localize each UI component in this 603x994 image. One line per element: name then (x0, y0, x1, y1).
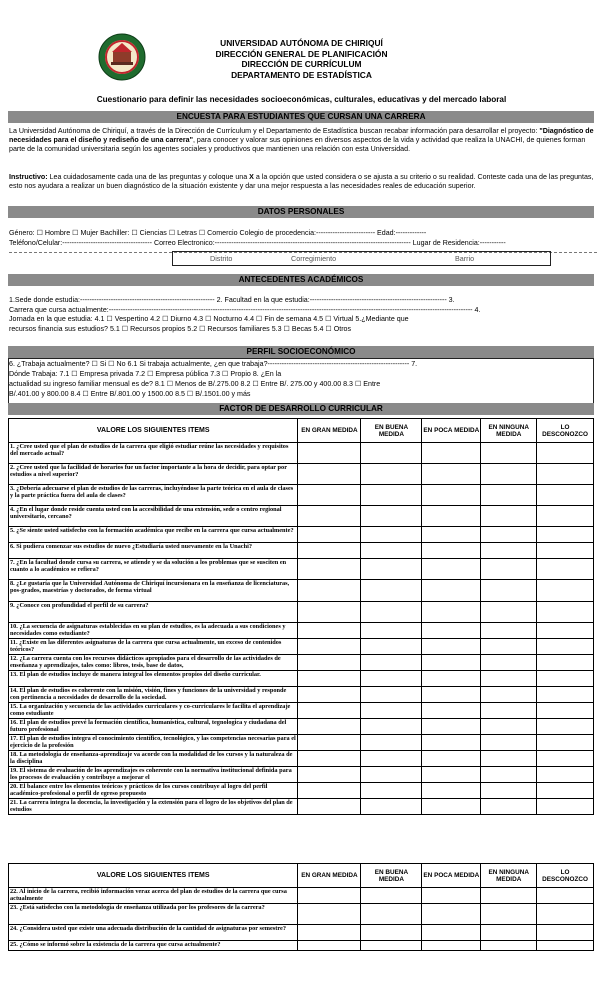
answer-cell[interactable] (298, 485, 361, 506)
answer-cell[interactable] (537, 767, 594, 783)
answer-cell[interactable] (422, 925, 481, 941)
item-cell (9, 687, 298, 703)
item-cell (9, 719, 298, 735)
answer-cell[interactable] (361, 719, 422, 735)
answer-cell[interactable] (537, 941, 594, 951)
curricular-table (8, 418, 594, 815)
answer-cell[interactable] (481, 703, 537, 719)
answer-cell[interactable] (361, 485, 422, 506)
table-row (9, 485, 594, 506)
intro-text-post: , para conocer y valorar sus opiniones en diversos aspectos de la vida y actividad que realiza la UNACHI, de quienes forman parte de la comunidad universitaria según los agentes sociales y productivos que mantienen una relación con esta Universidad. (9, 136, 586, 154)
answer-cell[interactable] (422, 639, 481, 655)
item-cell (9, 735, 298, 751)
table-row (9, 623, 594, 639)
answer-cell[interactable] (298, 527, 361, 543)
table-row (9, 751, 594, 767)
answer-cell[interactable] (422, 888, 481, 904)
answer-cell[interactable] (361, 527, 422, 543)
answer-cell[interactable] (422, 719, 481, 735)
personal-line-contact[interactable]: Teléfono/Celular:-------------------------------------- Correo Electronico:----------------------------------------------------------------------------------- Lugar de Residencia:----------- (9, 239, 506, 247)
answer-cell[interactable] (361, 703, 422, 719)
answer-cell[interactable] (481, 783, 537, 799)
answer-cell[interactable] (481, 623, 537, 639)
item-question: 20. El balance entre los elementos teóricos y prácticos de los cursos contribuye al logro del perfil académico-profesional o perfil de egreso propuesto (10, 783, 268, 798)
table-row (9, 543, 594, 559)
project-name: "Diagnóstico de necesidades para el diseño y rediseño de una carrera" (9, 127, 594, 145)
answer-cell[interactable] (298, 941, 361, 951)
table-row (9, 719, 594, 735)
answer-cell[interactable] (481, 559, 537, 580)
instructions-x: X (249, 173, 254, 181)
answer-cell[interactable] (422, 464, 481, 485)
table-row (9, 904, 594, 925)
intro-text-pre: La Universidad Autónoma de Chiriquí, a través de la Dirección de Currículum y el Departamento de Estadística buscan recabar información para desarrollar el proyecto: (9, 127, 540, 135)
answer-cell[interactable] (298, 443, 361, 464)
item-question: 8. ¿Le gustaría que la Universidad Autónoma de Chiriquí incursionara en la enseñanza de licenciaturas, pos-grados, maestrías y doctorados, de forma virtual (10, 580, 290, 595)
answer-cell[interactable] (361, 655, 422, 671)
answer-cell[interactable] (481, 767, 537, 783)
item-question: 18. La metodología de enseñanza-aprendizaje va acorde con la modalidad de los cursos y la naturaleza de la disciplina (10, 751, 293, 766)
answer-cell[interactable] (537, 751, 594, 767)
answer-cell[interactable] (361, 687, 422, 703)
answer-cell[interactable] (481, 639, 537, 655)
answer-cell[interactable] (537, 527, 594, 543)
answer-cell[interactable] (361, 580, 422, 602)
item-cell (9, 904, 298, 925)
section-bar-academic: ANTECEDENTES ACADÉMICOS (8, 274, 594, 286)
answer-cell[interactable] (298, 783, 361, 799)
answer-cell[interactable] (298, 623, 361, 639)
socio-line-2[interactable]: Dónde Trabaja: 7.1 ☐ Empresa privada 7.2 ☐ Empresa pública 7.3 ☐ Propio 8. ¿En la (9, 370, 282, 378)
answer-cell[interactable] (298, 751, 361, 767)
section-bar-survey: ENCUESTA PARA ESTUDIANTES QUE CURSAN UNA CARRERA (8, 111, 594, 123)
header-ninguna-medida-2: EN NINGUNA MEDIDA (481, 864, 537, 888)
answer-cell[interactable] (422, 767, 481, 783)
section-bar-personal: DATOS PERSONALES (8, 206, 594, 218)
academic-line-2[interactable]: Carrera que cursa actualmente:---------------------------------------------------------------------------------------------------------------------------------------------------------- 4. (9, 305, 481, 314)
answer-cell[interactable] (422, 506, 481, 527)
item-cell (9, 925, 298, 941)
answer-cell[interactable] (537, 904, 594, 925)
answer-cell[interactable] (537, 783, 594, 799)
answer-cell[interactable] (298, 543, 361, 559)
header-items-2: VALORE LOS SIGUIENTES ITEMS (9, 864, 298, 888)
answer-cell[interactable] (361, 671, 422, 687)
answer-cell[interactable] (298, 559, 361, 580)
answer-cell[interactable] (537, 443, 594, 464)
answer-cell[interactable] (298, 687, 361, 703)
answer-cell[interactable] (481, 751, 537, 767)
table-row (9, 527, 594, 543)
header-gran-medida: EN GRAN MEDIDA (298, 419, 361, 443)
table-row (9, 443, 594, 464)
item-cell (9, 580, 298, 602)
curricular-table-2 (8, 863, 594, 951)
answer-cell[interactable] (481, 904, 537, 925)
item-question: 10. ¿La secuencia de asignaturas establecidas en su plan de estudios, es la adecuada a sus condiciones y necesidades como estudiante? (10, 623, 286, 638)
item-question: 3. ¿Debería adecuarse el plan de estudios de las carreras, incluyéndose la parte teórica en el aula de clases y la parte práctica fuera del aula de clases? (10, 485, 294, 500)
table-row (9, 655, 594, 671)
header-lo-desconozco-2: LO DESCONOZCO (537, 864, 594, 888)
table-row (9, 703, 594, 719)
answer-cell[interactable] (481, 602, 537, 623)
item-question: 25. ¿Cómo se informó sobre la existencia de la carrera que cursa actualmente? (10, 941, 221, 948)
answer-cell[interactable] (422, 904, 481, 925)
answer-cell[interactable] (537, 719, 594, 735)
answer-cell[interactable] (481, 799, 537, 815)
answer-cell[interactable] (361, 783, 422, 799)
answer-cell[interactable] (361, 602, 422, 623)
answer-cell[interactable] (298, 464, 361, 485)
answer-cell[interactable] (537, 602, 594, 623)
answer-cell[interactable] (361, 639, 422, 655)
answer-cell[interactable] (361, 623, 422, 639)
item-cell (9, 655, 298, 671)
institution-department: DEPARTAMENTO DE ESTADÍSTICA (231, 70, 372, 80)
item-cell (9, 527, 298, 543)
table-row (9, 559, 594, 580)
answer-cell[interactable] (422, 687, 481, 703)
item-question: 17. El plan de estudios integra el conocimiento científico, tecnológico, y las competencias necesarias para el ejercicio de la profesión (10, 735, 296, 750)
item-cell (9, 888, 298, 904)
answer-cell[interactable] (298, 767, 361, 783)
answer-cell[interactable] (422, 485, 481, 506)
answer-cell[interactable] (481, 506, 537, 527)
item-cell (9, 543, 298, 559)
answer-cell[interactable] (481, 527, 537, 543)
table-row (9, 687, 594, 703)
item-cell (9, 671, 298, 687)
item-cell (9, 941, 298, 951)
answer-cell[interactable] (298, 799, 361, 815)
item-question: 7. ¿En la facultad donde cursa su carrera, se atiende y se da solución a los problemas que se susciten en cuanto a lo académico se refiera? (10, 559, 287, 574)
answer-cell[interactable] (298, 639, 361, 655)
personal-line-gender[interactable]: Género: ☐ Hombre ☐ Mujer Bachiller: ☐ Ciencias ☐ Letras ☐ Comercio Colegio de procedencia:------------------------- Edad:------------- (9, 229, 427, 237)
answer-cell[interactable] (481, 687, 537, 703)
answer-cell[interactable] (298, 925, 361, 941)
answer-cell[interactable] (537, 925, 594, 941)
corregimiento-label: Corregimiento (291, 254, 337, 263)
answer-cell[interactable] (298, 671, 361, 687)
instructions-text-b: a la opción que usted considera o se ajusta a su criterio o su realidad. Conteste cada una de las preguntas, esto nos ayudara a realizar un buen diagnóstico de la situación existente y dar una mejor respuesta a las necesidades reales de educación superior. (9, 173, 594, 191)
answer-cell[interactable] (298, 580, 361, 602)
header-gran-medida-2: EN GRAN MEDIDA (298, 864, 361, 888)
answer-cell[interactable] (298, 719, 361, 735)
table-row (9, 767, 594, 783)
answer-cell[interactable] (361, 751, 422, 767)
item-question: 23. ¿Está satisfecho con la metodología de enseñanza utilizada por los profesores de la carrera? (10, 904, 265, 911)
answer-cell[interactable] (422, 623, 481, 639)
answer-cell[interactable] (361, 888, 422, 904)
academic-line-3[interactable]: Jornada en la que estudia: 4.1 ☐ Vespertino 4.2 ☐ Diurno 4.3 ☐ Nocturno 4.4 ☐ Fin de semana 4.5 ☐ Virtual 5.¿Mediante que (9, 315, 409, 323)
header-ninguna-medida: EN NINGUNA MEDIDA (481, 419, 537, 443)
answer-cell[interactable] (537, 799, 594, 815)
answer-cell[interactable] (481, 888, 537, 904)
item-question: 22. Al inicio de la carrera, recibió información veraz acerca del plan de estudios de la carrera que cursa actualmente (10, 888, 287, 903)
table-row (9, 941, 594, 951)
answer-cell[interactable] (422, 443, 481, 464)
answer-cell[interactable] (298, 735, 361, 751)
answer-cell[interactable] (481, 443, 537, 464)
answer-cell[interactable] (422, 799, 481, 815)
table-row (9, 506, 594, 527)
answer-cell[interactable] (537, 623, 594, 639)
answer-cell[interactable] (422, 783, 481, 799)
answer-cell[interactable] (422, 941, 481, 951)
item-cell (9, 443, 298, 464)
answer-cell[interactable] (422, 671, 481, 687)
answer-cell[interactable] (537, 506, 594, 527)
header-poca-medida-2: EN POCA MEDIDA (422, 864, 481, 888)
answer-cell[interactable] (361, 464, 422, 485)
residence-fields-box (172, 251, 551, 266)
answer-cell[interactable] (361, 735, 422, 751)
socio-line-3[interactable]: actualidad su ingreso familiar mensual es de? 8.1 ☐ Menos de B/.275.00 8.2 ☐ Entre B/. 275.00 y 400.00 8.3 ☐ Entre (9, 380, 381, 388)
header-buena-medida-2: EN BUENA MEDIDA (361, 864, 422, 888)
section-bar-socioeconomic: PERFIL SOCIOECONÓMICO (8, 346, 594, 358)
answer-cell[interactable] (361, 506, 422, 527)
answer-cell[interactable] (361, 941, 422, 951)
academic-line-1[interactable]: 1.Sede donde estudia:--------------------------------------------------------- 2. Facultad en la que estudia:---------------------------------------------------------- 3. (9, 296, 455, 304)
header-lo-desconozco: LO DESCONOZCO (537, 419, 594, 443)
answer-cell[interactable] (422, 655, 481, 671)
answer-cell[interactable] (481, 735, 537, 751)
answer-cell[interactable] (537, 735, 594, 751)
answer-cell[interactable] (537, 580, 594, 602)
item-question: 6. Si pudiera comenzar sus estudios de nuevo ¿Estudiaría usted nuevamente en la Unachi? (10, 543, 252, 550)
answer-cell[interactable] (537, 671, 594, 687)
answer-cell[interactable] (481, 925, 537, 941)
section-bar-curricular: FACTOR DE DESARROLLO CURRICULAR (8, 403, 594, 415)
header-items: VALORE LOS SIGUIENTES ITEMS (9, 419, 298, 443)
answer-cell[interactable] (298, 655, 361, 671)
answer-cell[interactable] (298, 506, 361, 527)
instructions-label: Instructivo: (9, 173, 48, 181)
item-cell (9, 464, 298, 485)
answer-cell[interactable] (537, 485, 594, 506)
table-row (9, 783, 594, 799)
answer-cell[interactable] (537, 559, 594, 580)
answer-cell[interactable] (361, 543, 422, 559)
answer-cell[interactable] (537, 655, 594, 671)
district-label: Distrito (210, 254, 233, 263)
answer-cell[interactable] (537, 687, 594, 703)
item-cell (9, 639, 298, 655)
academic-line-4[interactable]: recursos financia sus estudios? 5.1 ☐ Recursos propios 5.2 ☐ Recursos familiares 5.3 ☐ Becas 5.4 ☐ Otros (9, 324, 352, 333)
item-cell (9, 623, 298, 639)
item-cell (9, 799, 298, 815)
table-row (9, 925, 594, 941)
intro-paragraph (9, 127, 594, 155)
item-cell (9, 506, 298, 527)
instructions-paragraph (9, 173, 594, 191)
answer-cell[interactable] (422, 580, 481, 602)
answer-cell[interactable] (481, 655, 537, 671)
institution-subdivision: DIRECCIÓN GENERAL DE PLANIFICACIÓN (215, 48, 388, 59)
answer-cell[interactable] (422, 559, 481, 580)
item-cell (9, 485, 298, 506)
answer-cell[interactable] (537, 464, 594, 485)
answer-cell[interactable] (361, 559, 422, 580)
answer-cell[interactable] (361, 799, 422, 815)
answer-cell[interactable] (422, 735, 481, 751)
item-question: 4. ¿En el lugar donde reside cuenta usted con la accesibilidad de una extensión, sede o centro regional universitario, cercano? (10, 506, 282, 521)
table-row (9, 735, 594, 751)
item-question: 14. El plan de estudios es coherente con la misión, visión, fines y funciones de la universidad y responde con pertinencia a necesidades de desarrollo de la sociedad. (10, 687, 287, 702)
answer-cell[interactable] (481, 543, 537, 559)
answer-cell[interactable] (537, 888, 594, 904)
answer-cell[interactable] (537, 543, 594, 559)
table-row (9, 799, 594, 815)
answer-cell[interactable] (481, 485, 537, 506)
table-row (9, 602, 594, 623)
item-cell (9, 559, 298, 580)
table-row (9, 639, 594, 655)
item-question: 12. ¿La carrera cuenta con los recursos didácticos apropiados para el desarrollo de las actividades de enseñanza y aprendizajes, tales como: libros, tesis, base de datos, (10, 655, 281, 670)
item-question: 11. ¿Existe en las diferentes asignaturas de la carrera que cursa actualmente, un exceso de contenidos teóricos? (10, 639, 282, 654)
item-cell (9, 767, 298, 783)
header-buena-medida: EN BUENA MEDIDA (361, 419, 422, 443)
curricular-header-row-2 (9, 864, 594, 888)
answer-cell[interactable] (298, 904, 361, 925)
answer-cell[interactable] (298, 703, 361, 719)
item-cell (9, 703, 298, 719)
answer-cell[interactable] (361, 443, 422, 464)
answer-cell[interactable] (481, 941, 537, 951)
questionnaire-title: Cuestionario para definir las necesidades socioeconómicas, culturales, educativas y del mercado laboral (96, 95, 507, 104)
answer-cell[interactable] (298, 888, 361, 904)
answer-cell[interactable] (481, 580, 537, 602)
answer-cell[interactable] (537, 703, 594, 719)
answer-cell[interactable] (422, 602, 481, 623)
item-cell (9, 602, 298, 623)
answer-cell[interactable] (298, 602, 361, 623)
item-question: 24. ¿Considera usted que existe una adecuada distribución de la cantidad de asignaturas por semestre? (10, 925, 286, 932)
answer-cell[interactable] (422, 543, 481, 559)
item-cell (9, 783, 298, 799)
table-row (9, 580, 594, 602)
table-row (9, 888, 594, 904)
answer-cell[interactable] (422, 703, 481, 719)
institution-name: UNIVERSIDAD AUTÓNOMA DE CHIRIQUÍ (220, 38, 383, 48)
item-question: 2. ¿Cree usted que la facilidad de horarios fue un factor importante a la hora de decidir, para optar por estudios a nivel superior? (10, 464, 287, 479)
answer-cell[interactable] (481, 464, 537, 485)
answer-cell[interactable] (422, 751, 481, 767)
table-row (9, 671, 594, 687)
item-question: 9. ¿Conoce con profundidad el perfil de su carrera? (10, 602, 149, 609)
header-poca-medida: EN POCA MEDIDA (422, 419, 481, 443)
answer-cell[interactable] (481, 719, 537, 735)
barrio-label: Barrio (455, 254, 475, 263)
item-question: 1. ¿Cree usted que el plan de estudios de la carrera que eligió estudiar reúne las necesidades y requisitos del mercado actual? (10, 443, 289, 458)
institution-direction: DIRECCIÓN DE CURRÍCULUM (241, 59, 362, 69)
answer-cell[interactable] (361, 767, 422, 783)
item-question: 16. El plan de estudios prevé la formación científica, humanística, cultural, tegnologica y ciudadana del futuro profesional (10, 719, 287, 734)
table-row (9, 464, 594, 485)
answer-cell[interactable] (361, 904, 422, 925)
answer-cell[interactable] (481, 671, 537, 687)
item-question: 13. El plan de estudios incluye de manera integral los elementos propios del diseño curricular. (10, 671, 261, 678)
item-question: 5. ¿Se siente usted satisfecho con la formación académica que recibe en la carrera que cursa actualmente? (10, 527, 294, 534)
socio-line-4[interactable]: B/.401.00 y 800.00 8.4 ☐ Entre B/.801.00 y 1500.00 8.5 ☐ B/.1501.00 y más (9, 390, 251, 398)
item-question: 19. El sistema de evaluación de los aprendizajes es coherente con la normativa institucional definida para los procesos de evaluación y contribuye a mejorar el (10, 767, 292, 782)
instructions-text-a: Lea cuidadosamente cada una de las preguntas y coloque una (47, 173, 250, 181)
item-cell (9, 751, 298, 767)
item-question: 21. La carrera integra la docencia, la investigación y la extensión para el logro de los objetivos del plan de estudios (10, 799, 293, 814)
answer-cell[interactable] (422, 527, 481, 543)
item-question: 15. La organización y secuencia de las actividades curriculares y co-curriculares le facilita el aprendizaje como estudiante (10, 703, 291, 718)
answer-cell[interactable] (537, 639, 594, 655)
answer-cell[interactable] (361, 925, 422, 941)
socio-line-1[interactable]: 6. ¿Trabaja actualmente? ☐ Si ☐ No 6.1 Si trabaja actualmente, ¿en que trabaja?------------------------------------------------------------ 7. (9, 360, 418, 368)
curricular-header-row (9, 419, 594, 443)
